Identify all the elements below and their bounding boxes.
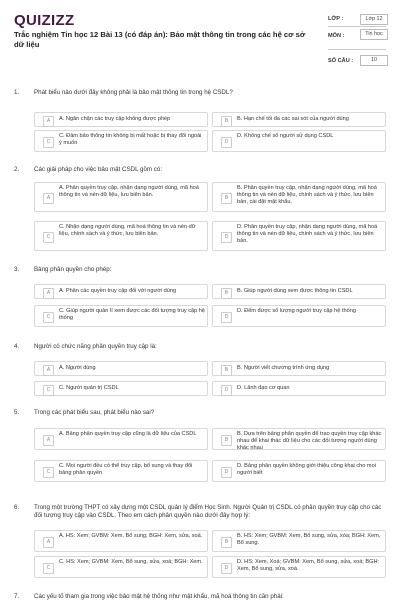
option-letter: D <box>221 385 232 396</box>
option-letter: B <box>221 537 232 548</box>
count-label: SỐ CÂU : <box>328 58 354 64</box>
answer-option[interactable] <box>212 112 386 127</box>
answer-option[interactable] <box>34 182 208 212</box>
option-text: B. Người viết chương trình ứng dụng <box>237 365 330 371</box>
option-letter: A <box>43 537 54 548</box>
option-letter: C <box>43 467 54 478</box>
count-value: 10 <box>360 55 388 66</box>
subject-label: MÔN : <box>328 33 345 39</box>
option-letter: D <box>221 137 232 148</box>
option-text: C. Nhận dạng người dùng, mã hoá thông tin và nén dữ liệu, chính sách và ý thức, lưu biên bản. <box>59 224 196 237</box>
question-number: 4. <box>14 343 20 350</box>
question-text: Các yếu tố tham gia trong việc bảo mật hệ thống như mật khẩu, mã hoá thông tin cần phải: <box>34 593 284 600</box>
question-text: Bảng phân quyền cho phép: <box>34 266 112 273</box>
option-text: A. Bảng phân quyền truy cập cũng là dữ liệu của CSDL <box>59 431 197 437</box>
option-letter: A <box>43 116 54 127</box>
option-text: B. Hạn chế tối đa các sai sót của người dùng <box>237 116 349 122</box>
answer-option[interactable] <box>34 530 208 552</box>
divider <box>328 26 386 27</box>
answer-option[interactable] <box>34 460 208 482</box>
option-letter: A <box>43 435 54 446</box>
answer-option[interactable] <box>34 381 208 396</box>
question-text: Người có chức năng phân quyền truy cập là: <box>34 343 157 350</box>
divider <box>328 49 386 50</box>
question-number: 6. <box>14 504 20 511</box>
option-text: B. HS: Xem; GVBM: Xem, Bổ sung, sửa, xóa; BGH: Xem, Bổ sung. <box>237 533 381 546</box>
option-text: C. Mọi người đều có thể truy cập, bổ sung và thay đổi bảng phân quyền <box>59 463 193 476</box>
class-label: LỚP : <box>328 16 344 22</box>
question-text: Các giải pháp cho việc bảo mật CSDL gồm có: <box>34 166 163 173</box>
option-text: B. Giúp người dùng xem được thông tin CSDL <box>237 288 353 294</box>
answer-option[interactable] <box>34 361 208 376</box>
answer-option[interactable] <box>212 221 386 251</box>
answer-option[interactable] <box>34 556 208 578</box>
answer-option[interactable] <box>34 221 208 251</box>
option-letter: B <box>221 193 232 204</box>
option-letter: D <box>221 232 232 243</box>
answer-option[interactable] <box>212 182 386 212</box>
question-text: Phát biểu nào dưới đây không phải là bảo mật thông tin trong hệ CSDL? <box>34 89 233 96</box>
option-letter: C <box>43 312 54 323</box>
question-number: 1. <box>14 89 20 96</box>
option-letter: B <box>221 365 232 376</box>
option-text: A. Phân quyền truy cập, nhận dạng người dùng, mã hoá thông tin và nén dữ liệu, lưu biên bản. <box>59 185 199 198</box>
class-value: Lớp 12 <box>360 14 388 25</box>
page-title: Trắc nghiệm Tin học 12 Bài 13 (có đáp án): Bảo mật thông tin trong các hệ cơ sở dữ liệu <box>14 30 306 49</box>
option-text: D. Lãnh đạo cơ quan <box>237 385 290 391</box>
answer-option[interactable] <box>34 428 208 450</box>
option-text: C. HS: Xem; GVBM: Xem, Bổ sung, sửa, xoá; BGH: Xem. <box>59 559 203 565</box>
option-text: A. HS: Xem; GVBM: Xem, Bổ sung; BGH: Xem, sửa, xoá. <box>59 533 203 539</box>
option-letter: A <box>43 288 54 299</box>
answer-option[interactable] <box>34 130 208 152</box>
question-number: 2. <box>14 166 20 173</box>
answer-option[interactable] <box>212 130 386 152</box>
answer-option[interactable] <box>212 556 386 578</box>
option-text: D. Phân quyền truy cập, nhận dạng người dùng, mã hoá thông tin và nén dữ liệu, chính sách và ý thức, lưu biên bản. <box>237 224 378 244</box>
option-text: D. Không chế số người sử dụng CSDL <box>237 133 334 139</box>
header <box>0 0 400 75</box>
option-letter: C <box>43 232 54 243</box>
question-text: Trong một trường THPT có xây dựng một CSDL quản lý điểm Học Sinh. Người Quản trị CSDL có phân quyền truy cập cho các đối tượng truy cập vào CSDL. Theo em cách phân quyền nào dưới đây hợp lý: <box>34 504 382 519</box>
option-text: D. Bảng phân quyền không giới thiệu công khai cho mọi người biết <box>237 463 376 476</box>
option-text: C. Giúp người quản lí xem được các đối tượng truy cập hệ thống <box>59 308 205 321</box>
answer-option[interactable] <box>212 428 386 450</box>
option-letter: C <box>43 385 54 396</box>
question-number: 5. <box>14 409 20 416</box>
subject-value: Tin học <box>360 29 388 40</box>
option-letter: D <box>221 563 232 574</box>
answer-option[interactable] <box>34 112 208 127</box>
answer-option[interactable] <box>212 381 386 396</box>
answer-option[interactable] <box>212 530 386 552</box>
option-text: D. Đếm được số lượng người truy cập hệ thống <box>237 308 356 314</box>
option-letter: B <box>221 116 232 127</box>
option-text: A. Phân các quyền truy cập đối với người dùng <box>59 288 177 294</box>
option-letter: A <box>43 193 54 204</box>
option-text: D. HS: Xem, Xoá; GVBM: Xem, Bổ sung, sửa, xoá; BGH: Xem, Bổ sung, sửa, xoá. <box>237 559 380 572</box>
answer-option[interactable] <box>34 284 208 299</box>
answer-option[interactable] <box>212 361 386 376</box>
option-letter: D <box>221 312 232 323</box>
option-text: C. Người quản trị CSDL <box>59 385 119 391</box>
option-text: C. Đảm bảo thông tin không bị mất hoặc bị thay đổi ngoài ý muốn <box>59 133 202 146</box>
option-letter: B <box>221 435 232 446</box>
question-text: Trong các phát biểu sau, phát biểu nào sai? <box>34 409 155 416</box>
option-letter: C <box>43 137 54 148</box>
answer-option[interactable] <box>212 305 386 327</box>
answer-option[interactable] <box>212 284 386 299</box>
option-letter: D <box>221 467 232 478</box>
option-letter: B <box>221 288 232 299</box>
option-text: A. Người dùng <box>59 365 96 371</box>
option-letter: A <box>43 365 54 376</box>
answer-option[interactable] <box>34 305 208 327</box>
question-number: 3. <box>14 266 20 273</box>
option-text: B. Phân quyền truy cập, nhận dạng người dùng, mã hoá thông tin và nén dữ liệu, chính sách và ý thức, lưu biên bản, cài đặt mật khẩu. <box>237 185 377 205</box>
option-letter: C <box>43 563 54 574</box>
option-text: B. Dựa trên bảng phân quyền để trao quyền truy cập khác nhau để khai thác dữ liệu cho các đối tượng người dùng khác nhau <box>237 431 382 451</box>
answer-option[interactable] <box>212 460 386 482</box>
quizizz-logo: QUIZIZZ <box>14 12 75 29</box>
option-text: A. Ngăn chặn các truy cập không được phép <box>59 116 171 122</box>
question-number: 7. <box>14 593 20 600</box>
